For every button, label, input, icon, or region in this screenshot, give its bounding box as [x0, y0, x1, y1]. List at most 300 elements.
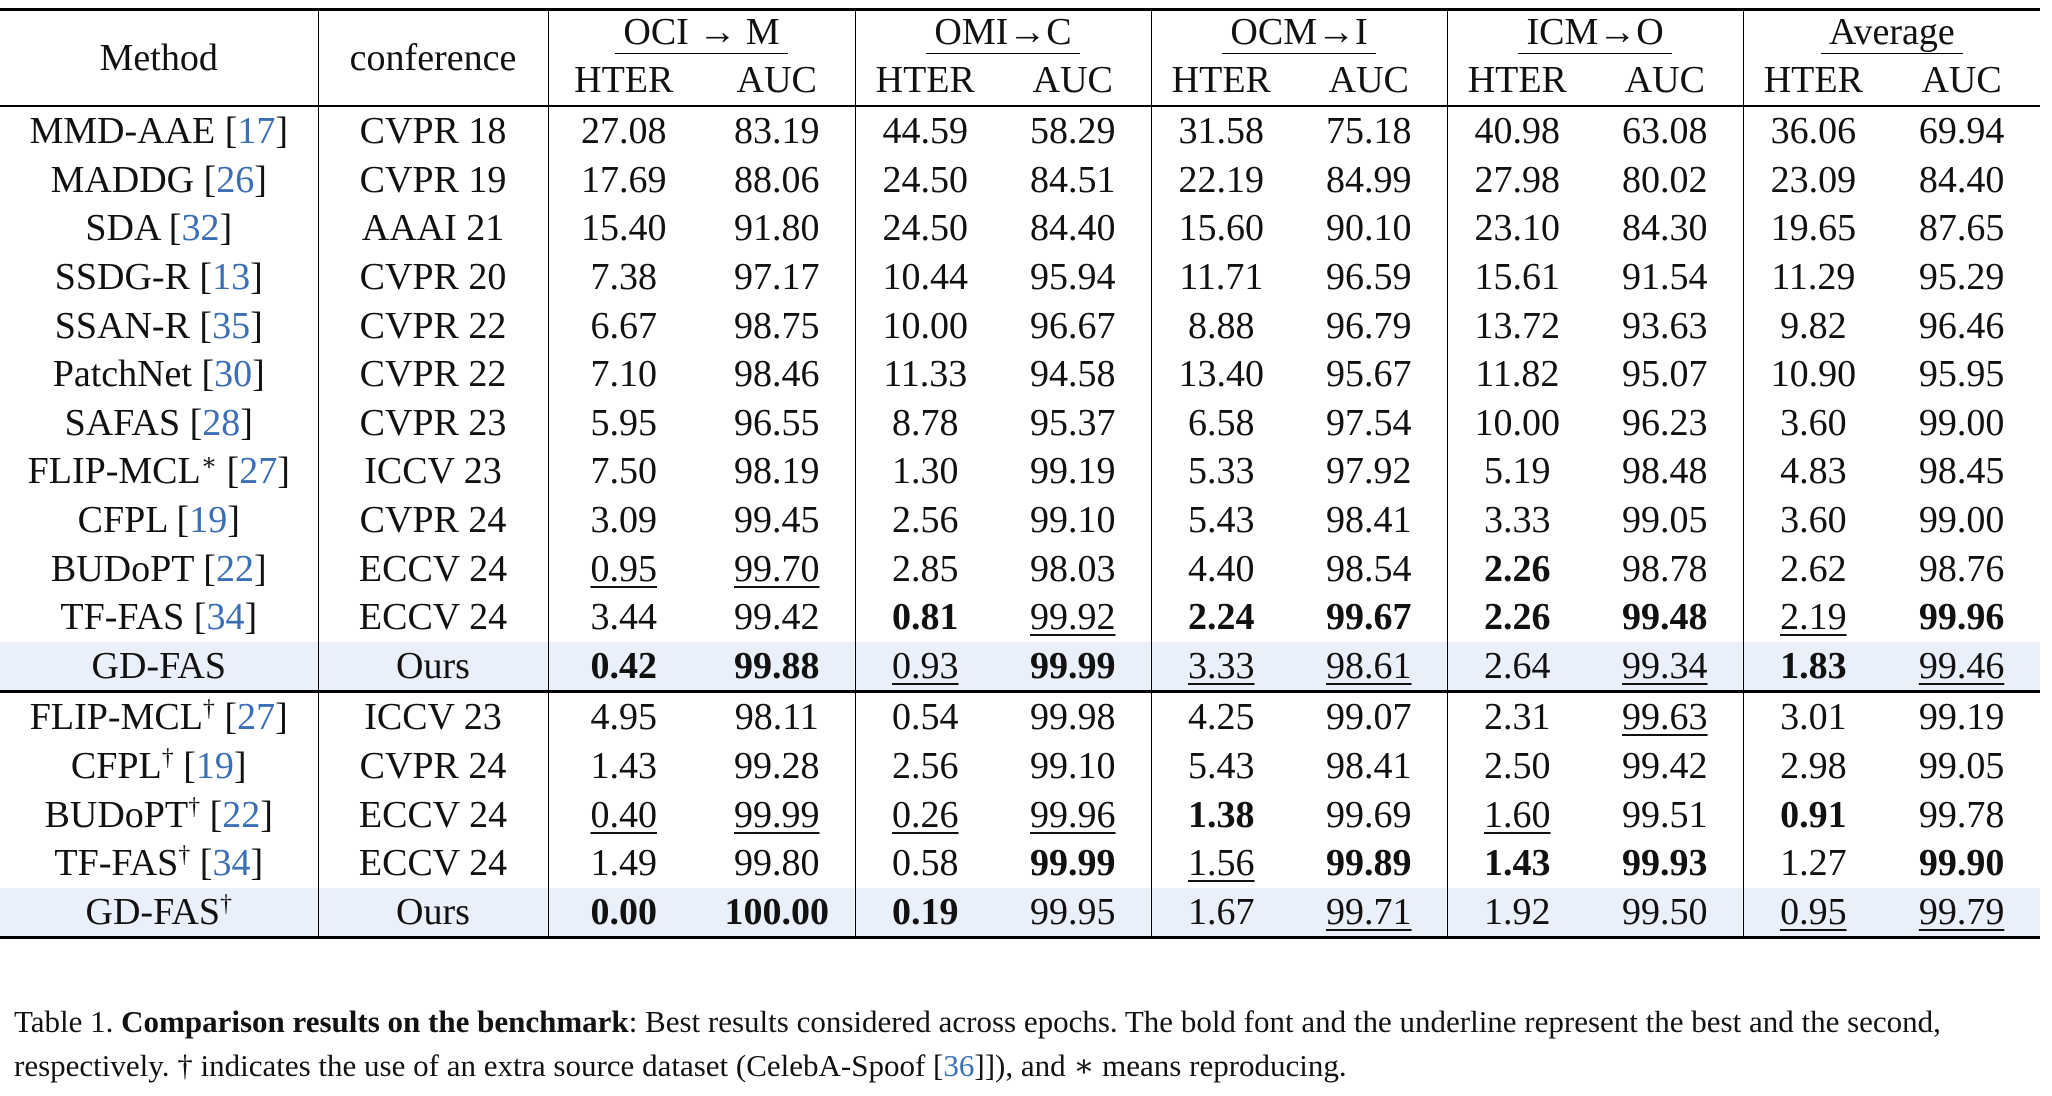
metric-value: 1.27: [1780, 842, 1847, 885]
method-cell: [0, 301, 318, 350]
metric-value: 0.54: [892, 696, 959, 739]
metric-value: 10.90: [1770, 353, 1857, 396]
auc-value-cell: [1587, 204, 1743, 253]
auc-value-cell: [1291, 496, 1447, 545]
metric-value: 99.89: [1326, 842, 1412, 885]
citation-link[interactable]: 19: [189, 499, 228, 542]
metric-value: 98.78: [1622, 547, 1708, 590]
auc-value-cell: [699, 642, 855, 692]
hter-value-cell: [1447, 790, 1587, 839]
metric-value: 2.64: [1484, 644, 1551, 687]
auc-value-cell: [699, 350, 855, 399]
metric-value: 90.10: [1326, 207, 1412, 250]
citation-link[interactable]: 26: [216, 158, 255, 201]
metric-value: 99.42: [734, 596, 820, 639]
auc-value-cell: [1883, 544, 2040, 593]
auc-value-cell: [1883, 642, 2040, 692]
table-row: [0, 839, 2040, 888]
hter-value-cell: [1151, 496, 1291, 545]
citation-link[interactable]: 13: [212, 256, 251, 299]
hter-value-cell: [1743, 106, 1883, 156]
results-table-body: [0, 106, 2040, 938]
metric-value: 11.29: [1771, 256, 1856, 299]
hter-value-cell: [1447, 204, 1587, 253]
hter-value-cell: [855, 399, 995, 448]
metric-value: 4.40: [1188, 547, 1255, 590]
metric-value: 99.00: [1918, 499, 2005, 542]
table-row: [0, 301, 2040, 350]
citation-link[interactable]: 28: [202, 401, 241, 444]
hter-value-cell: [1151, 742, 1291, 791]
hter-value-cell: [1447, 496, 1587, 545]
auc-value-cell: [1587, 839, 1743, 888]
metric-value: 3.09: [590, 499, 657, 542]
metric-value: 44.59: [882, 110, 969, 153]
metric-value: 3.60: [1780, 499, 1847, 542]
table-row: [0, 253, 2040, 302]
citation-link[interactable]: 27: [237, 696, 276, 739]
group-header-ocm-i: [1151, 10, 1447, 56]
method-marker: †: [161, 745, 174, 772]
auc-value-cell: [995, 888, 1151, 938]
auc-value-cell: [1587, 447, 1743, 496]
metric-value: 2.56: [892, 499, 959, 542]
method-citation: [27]: [217, 450, 290, 493]
metric-value: 1.92: [1484, 890, 1551, 933]
metric-value: 99.50: [1622, 890, 1708, 933]
method-name: SSAN-R: [54, 304, 190, 347]
metric-value: 15.60: [1178, 207, 1265, 250]
hter-value-cell: [1743, 692, 1883, 742]
hter-value-cell: [1151, 204, 1291, 253]
auc-value-cell: [1291, 839, 1447, 888]
method-name: BUDoPT: [50, 547, 194, 590]
method-name: SDA: [85, 207, 160, 250]
metric-value: 95.29: [1918, 256, 2005, 299]
method-cell: [0, 447, 318, 496]
auc-value-cell: [1587, 888, 1743, 938]
method-cell: [0, 642, 318, 692]
metric-value: 97.17: [734, 256, 820, 299]
auc-value-cell: [1291, 156, 1447, 205]
hter-value-cell: [1151, 447, 1291, 496]
group-label: ICM→O: [1518, 13, 1671, 54]
metric-value: 75.18: [1326, 110, 1412, 153]
method-marker: †: [178, 842, 191, 869]
auc-value-cell: [1291, 204, 1447, 253]
auc-value-cell: [995, 642, 1151, 692]
method-cell: [0, 253, 318, 302]
method-citation: [35]: [189, 304, 263, 347]
table-row: [0, 156, 2040, 205]
method-citation: [28]: [180, 401, 253, 444]
metric-value: 99.98: [1030, 696, 1116, 739]
metric-value: 3.33: [1188, 644, 1255, 687]
hter-value-cell: [1447, 888, 1587, 938]
metric-header-hter: HTER: [1743, 55, 1883, 106]
hter-value-cell: [548, 692, 699, 742]
metric-value: 99.90: [1918, 842, 2005, 885]
metric-value: 1.49: [590, 842, 657, 885]
conference-cell: ICCV 23: [318, 692, 548, 742]
citation-link[interactable]: 32: [181, 207, 220, 250]
method-citation: [22]: [200, 793, 273, 836]
table-row: [0, 593, 2040, 642]
metric-value: 0.42: [590, 644, 657, 687]
table-row: [0, 692, 2040, 742]
auc-value-cell: [1291, 544, 1447, 593]
auc-value-cell: [995, 156, 1151, 205]
auc-value-cell: [1587, 399, 1743, 448]
method-name: PatchNet: [52, 353, 192, 396]
hter-value-cell: [855, 156, 995, 205]
method-cell: [0, 839, 318, 888]
metric-value: 31.58: [1178, 110, 1265, 153]
method-name: BUDoPT: [44, 793, 189, 836]
auc-value-cell: [1291, 593, 1447, 642]
hter-value-cell: [1151, 692, 1291, 742]
method-name: SAFAS: [64, 401, 181, 444]
method-citation: [26]: [194, 158, 267, 201]
metric-value: 11.82: [1475, 353, 1560, 396]
metric-value: 15.61: [1474, 256, 1561, 299]
auc-value-cell: [699, 544, 855, 593]
auc-value-cell: [995, 301, 1151, 350]
method-name: GD-FAS: [85, 890, 220, 933]
hter-value-cell: [1743, 447, 1883, 496]
hter-value-cell: [548, 544, 699, 593]
metric-value: 98.11: [734, 696, 819, 739]
auc-value-cell: [1291, 742, 1447, 791]
metric-value: 84.30: [1622, 207, 1708, 250]
metric-value: 98.41: [1326, 499, 1412, 542]
hter-value-cell: [548, 156, 699, 205]
metric-value: 4.95: [590, 696, 657, 739]
metric-value: 1.60: [1484, 793, 1551, 836]
metric-header-hter: HTER: [548, 55, 699, 106]
metric-value: 1.38: [1188, 793, 1255, 836]
method-cell: [0, 496, 318, 545]
auc-value-cell: [699, 496, 855, 545]
comparison-results-table: [0, 8, 2040, 939]
hter-value-cell: [1447, 593, 1587, 642]
hter-value-cell: [855, 742, 995, 791]
metric-value: 6.67: [590, 304, 657, 347]
hter-value-cell: [1151, 888, 1291, 938]
hter-value-cell: [1743, 888, 1883, 938]
table-row: [0, 350, 2040, 399]
metric-value: 1.43: [590, 745, 657, 788]
metric-value: 99.34: [1622, 644, 1708, 687]
metric-value: 8.88: [1188, 304, 1255, 347]
metric-value: 99.88: [734, 644, 820, 687]
metric-value: 91.80: [734, 207, 820, 250]
auc-value-cell: [699, 399, 855, 448]
method-cell: [0, 544, 318, 593]
metric-value: 99.45: [734, 499, 820, 542]
hter-value-cell: [1743, 253, 1883, 302]
metric-value: 0.00: [590, 890, 657, 933]
metric-value: 84.99: [1326, 158, 1412, 201]
citation-link[interactable]: 35: [212, 304, 251, 347]
metric-value: 98.41: [1326, 745, 1412, 788]
auc-value-cell: [1291, 301, 1447, 350]
metric-value: 99.99: [1030, 644, 1116, 687]
metric-value: 0.19: [892, 890, 959, 933]
method-citation: [22]: [193, 547, 267, 590]
hter-value-cell: [548, 593, 699, 642]
metric-value: 100.00: [724, 890, 829, 933]
hter-value-cell: [548, 642, 699, 692]
auc-value-cell: [1587, 692, 1743, 742]
auc-value-cell: [1883, 106, 2040, 156]
group-label: Average: [1821, 13, 1963, 54]
group-header-icm-o: [1447, 10, 1743, 56]
auc-value-cell: [1587, 790, 1743, 839]
hter-value-cell: [1447, 642, 1587, 692]
hter-value-cell: [855, 301, 995, 350]
metric-value: 98.54: [1326, 547, 1412, 590]
hter-value-cell: [855, 253, 995, 302]
hter-value-cell: [1447, 253, 1587, 302]
metric-value: 69.94: [1918, 110, 2005, 153]
method-header: Method: [0, 10, 318, 107]
metric-value: 17.69: [581, 158, 667, 201]
metric-value: 3.01: [1780, 696, 1847, 739]
citation-link[interactable]: 34: [206, 596, 245, 639]
hter-value-cell: [548, 253, 699, 302]
metric-value: 99.79: [1918, 890, 2005, 933]
metric-value: 94.58: [1030, 353, 1116, 396]
metric-value: 99.99: [734, 793, 820, 836]
caption-citation-link[interactable]: 36: [943, 1048, 975, 1083]
auc-value-cell: [1291, 350, 1447, 399]
hter-value-cell: [1447, 301, 1587, 350]
auc-value-cell: [699, 888, 855, 938]
metric-value: 7.10: [590, 353, 657, 396]
group-header-oci-m: [548, 10, 855, 56]
table-row: [0, 399, 2040, 448]
auc-value-cell: [995, 350, 1151, 399]
metric-value: 27.08: [581, 110, 667, 153]
hter-value-cell: [1743, 839, 1883, 888]
auc-value-cell: [1883, 301, 2040, 350]
metric-value: 95.95: [1918, 353, 2005, 396]
auc-value-cell: [995, 399, 1151, 448]
hter-value-cell: [548, 106, 699, 156]
auc-value-cell: [1291, 888, 1447, 938]
metric-value: 24.50: [882, 207, 969, 250]
metric-value: 1.67: [1188, 890, 1255, 933]
citation-link[interactable]: 22: [222, 793, 261, 836]
citation-link[interactable]: 19: [195, 745, 234, 788]
metric-value: 99.71: [1326, 890, 1412, 933]
method-citation: [30]: [191, 353, 265, 396]
method-citation: [17]: [215, 110, 289, 153]
metric-value: 2.31: [1484, 696, 1551, 739]
method-name: MADDG: [50, 158, 195, 201]
auc-value-cell: [1291, 790, 1447, 839]
metric-value: 99.19: [1030, 450, 1116, 493]
hter-value-cell: [855, 106, 995, 156]
citation-link[interactable]: 34: [212, 842, 251, 885]
hter-value-cell: [855, 642, 995, 692]
metric-value: 5.95: [590, 401, 657, 444]
metric-value: 99.19: [1918, 696, 2005, 739]
caption-label: Table 1.: [14, 1004, 114, 1039]
metric-header-hter: HTER: [1151, 55, 1291, 106]
metric-value: 0.95: [590, 547, 657, 590]
citation-link[interactable]: 30: [214, 353, 253, 396]
metric-value: 96.59: [1326, 256, 1412, 299]
metric-value: 95.94: [1030, 256, 1116, 299]
hter-value-cell: [548, 204, 699, 253]
auc-value-cell: [995, 692, 1151, 742]
citation-link[interactable]: 27: [239, 450, 278, 493]
metric-value: 8.78: [892, 401, 959, 444]
method-name: TF-FAS: [54, 842, 179, 885]
hter-value-cell: [1743, 742, 1883, 791]
metric-value: 99.63: [1622, 696, 1708, 739]
metric-value: 98.03: [1030, 547, 1116, 590]
group-label: OCM→I: [1222, 13, 1375, 54]
hter-value-cell: [1743, 544, 1883, 593]
metric-value: 0.91: [1780, 793, 1847, 836]
metric-value: 80.02: [1622, 158, 1708, 201]
metric-value: 23.10: [1474, 207, 1561, 250]
metric-value: 2.19: [1780, 596, 1847, 639]
auc-value-cell: [995, 839, 1151, 888]
metric-value: 84.40: [1918, 158, 2005, 201]
metric-value: 22.19: [1178, 158, 1265, 201]
metric-value: 5.33: [1188, 450, 1255, 493]
hter-value-cell: [1743, 301, 1883, 350]
caption-title: Comparison results on the benchmark: [121, 1004, 629, 1039]
metric-value: 96.55: [734, 401, 820, 444]
metric-value: 99.92: [1030, 596, 1116, 639]
table-row: [0, 790, 2040, 839]
auc-value-cell: [1883, 350, 2040, 399]
conference-cell: AAAI 21: [318, 204, 548, 253]
hter-value-cell: [548, 350, 699, 399]
auc-value-cell: [1291, 106, 1447, 156]
hter-value-cell: [1151, 399, 1291, 448]
auc-value-cell: [699, 106, 855, 156]
caption-text: : Best results considered across epochs. The bold font and the underline represent the best and the second, respectively. † indicates the use of an extra source dataset (CelebA-Spoof [: [14, 1004, 1941, 1083]
hter-value-cell: [1151, 642, 1291, 692]
group-label: OMI→C: [926, 13, 1079, 54]
citation-link[interactable]: 22: [215, 547, 254, 590]
hter-value-cell: [855, 593, 995, 642]
hter-value-cell: [1151, 253, 1291, 302]
auc-value-cell: [1587, 642, 1743, 692]
citation-link[interactable]: 17: [237, 110, 276, 153]
method-cell: [0, 156, 318, 205]
metric-value: 1.43: [1484, 842, 1551, 885]
metric-value: 2.24: [1188, 596, 1255, 639]
auc-value-cell: [995, 447, 1151, 496]
metric-value: 87.65: [1918, 207, 2005, 250]
auc-value-cell: [1883, 447, 2040, 496]
hter-value-cell: [1447, 742, 1587, 791]
table-row: [0, 742, 2040, 791]
auc-value-cell: [1587, 544, 1743, 593]
group-header-omi-c: [855, 10, 1151, 56]
metric-value: 99.28: [734, 745, 820, 788]
method-marker: ∗: [200, 450, 218, 477]
method-citation: [19]: [167, 499, 240, 542]
auc-value-cell: [995, 593, 1151, 642]
metric-value: 95.67: [1326, 353, 1412, 396]
metric-value: 97.92: [1326, 450, 1412, 493]
header-row-groups: [0, 10, 2040, 56]
auc-value-cell: [995, 496, 1151, 545]
hter-value-cell: [548, 399, 699, 448]
results-table-container: [0, 8, 2040, 939]
hter-value-cell: [855, 350, 995, 399]
metric-header-auc: AUC: [1291, 55, 1447, 106]
metric-header-auc: AUC: [1587, 55, 1743, 106]
auc-value-cell: [1883, 156, 2040, 205]
hter-value-cell: [1151, 839, 1291, 888]
metric-value: 99.48: [1622, 596, 1708, 639]
method-citation: [27]: [214, 696, 288, 739]
metric-value: 95.37: [1030, 401, 1116, 444]
metric-value: 95.07: [1622, 353, 1708, 396]
metric-value: 63.08: [1622, 110, 1708, 153]
hter-value-cell: [1743, 496, 1883, 545]
metric-value: 99.96: [1918, 596, 2005, 639]
metric-value: 5.43: [1188, 745, 1255, 788]
conference-cell: CVPR 23: [318, 399, 548, 448]
metric-value: 99.05: [1918, 745, 2005, 788]
method-cell: [0, 106, 318, 156]
metric-value: 2.26: [1484, 596, 1551, 639]
method-citation: [34]: [184, 596, 258, 639]
method-name: CFPL: [77, 499, 168, 542]
metric-value: 2.85: [892, 547, 959, 590]
hter-value-cell: [855, 839, 995, 888]
hter-value-cell: [1151, 156, 1291, 205]
hter-value-cell: [1447, 447, 1587, 496]
conference-cell: CVPR 19: [318, 156, 548, 205]
hter-value-cell: [1447, 399, 1587, 448]
auc-value-cell: [995, 790, 1151, 839]
method-citation: [34]: [190, 842, 264, 885]
metric-value: 2.98: [1780, 745, 1847, 788]
metric-value: 4.83: [1780, 450, 1847, 493]
metric-value: 96.46: [1918, 304, 2005, 347]
method-cell: [0, 888, 318, 938]
caption-text-end: ]]), and ∗ means reproducing.: [974, 1048, 1347, 1083]
conference-cell: CVPR 20: [318, 253, 548, 302]
metric-value: 0.93: [892, 644, 959, 687]
hter-value-cell: [1743, 156, 1883, 205]
method-name: TF-FAS: [60, 596, 185, 639]
metric-value: 1.83: [1780, 644, 1847, 687]
metric-header-hter: HTER: [855, 55, 995, 106]
metric-value: 91.54: [1622, 256, 1708, 299]
conference-cell: CVPR 22: [318, 301, 548, 350]
auc-value-cell: [1291, 642, 1447, 692]
table-caption: [14, 1000, 2044, 1088]
auc-value-cell: [1883, 839, 2040, 888]
metric-value: 99.96: [1030, 793, 1116, 836]
auc-value-cell: [1883, 253, 2040, 302]
metric-header-auc: AUC: [1883, 55, 2040, 106]
metric-value: 99.10: [1030, 499, 1116, 542]
metric-value: 84.40: [1030, 207, 1116, 250]
